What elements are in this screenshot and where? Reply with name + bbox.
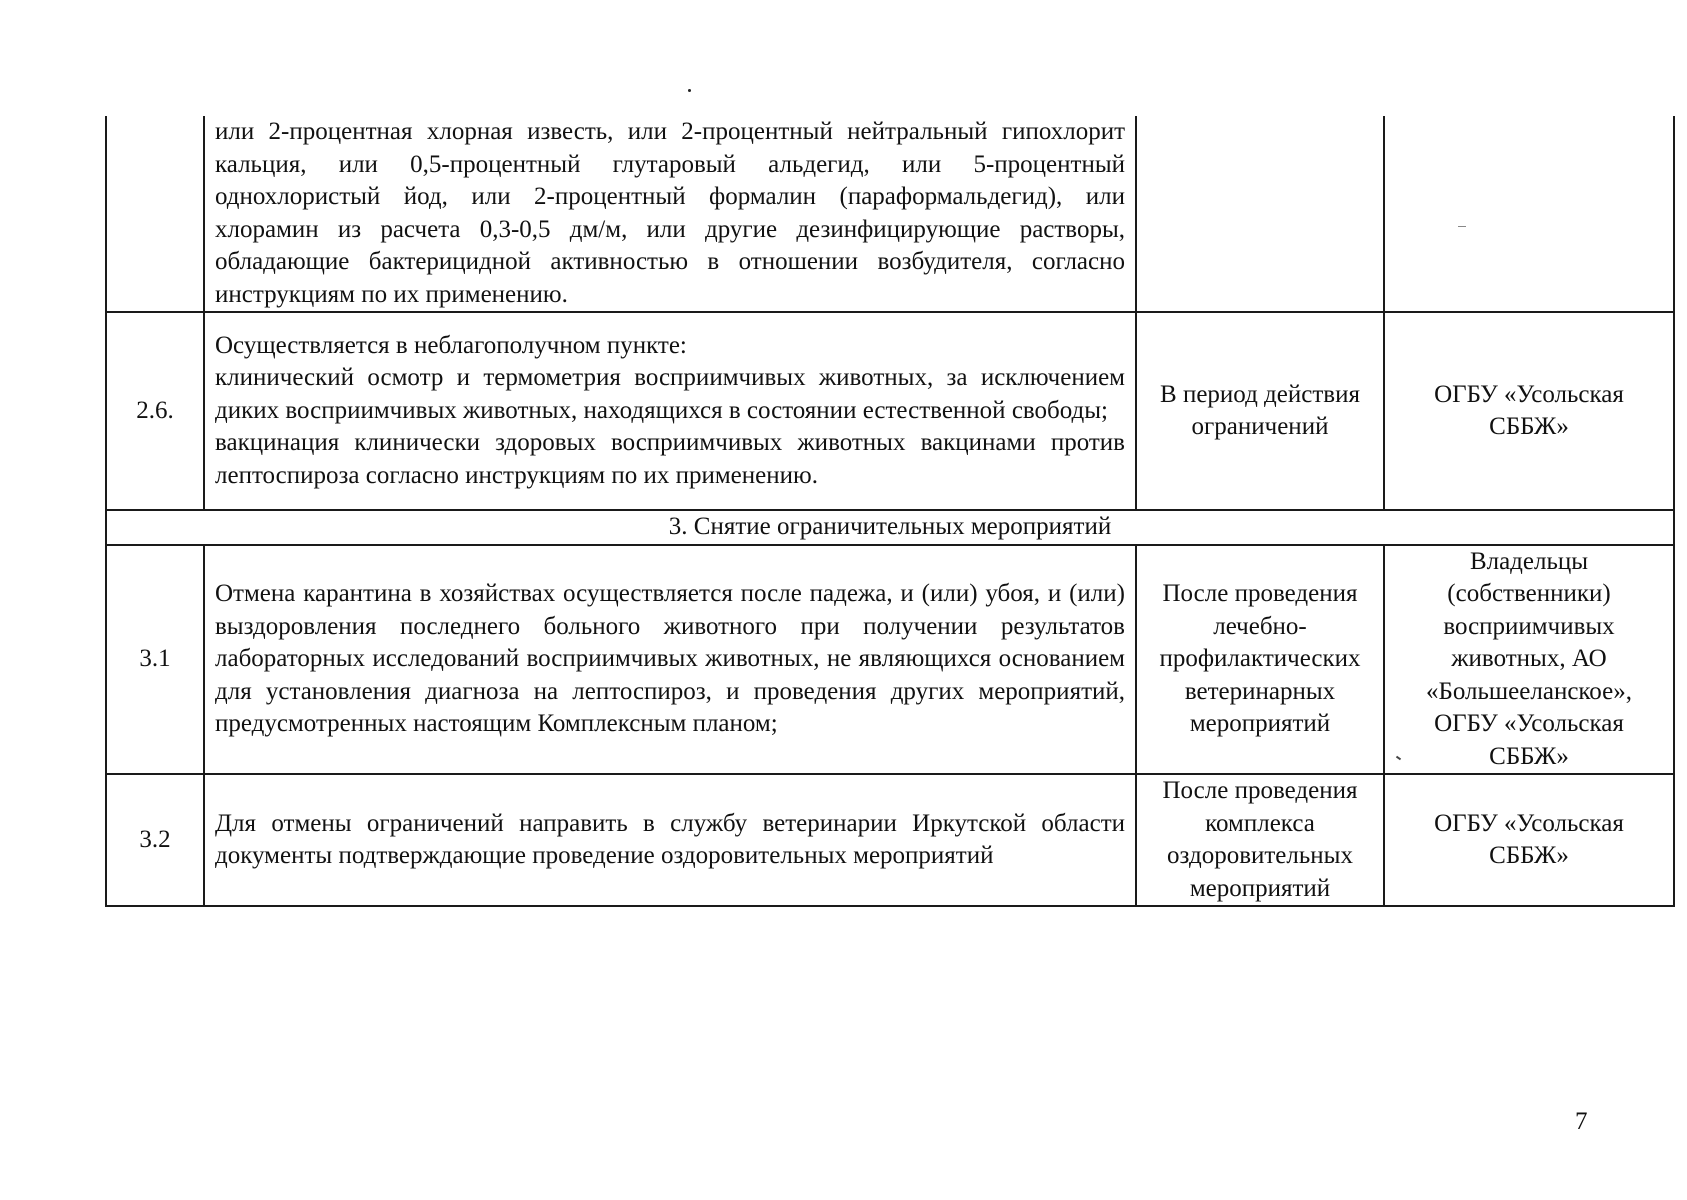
row-responsible: ОГБУ «Усольская СББЖ» (1384, 774, 1674, 906)
row-number: 2.6. (106, 312, 204, 510)
description-paragraph: или 2-процентная хлорная известь, или 2-процентный нейтральный гипохлорит кальция, или 0,5-процентный глутаровый альдегид, или 5-процентный однохлористый йод, или 2-процентный формалин (параформальдегид), или хлорамин из расчета 0,3-0,5 дм/м, или другие дезинфицирующие растворы, обладающие бактерицидной активностью в отношении возбудителя, согласно инструкциям по их применению. (215, 118, 1125, 308)
section-header-row (106, 510, 1674, 545)
description-paragraph: Осуществляется в неблагополучном пункте: (215, 331, 687, 359)
row-description: Отмена карантина в хозяйствах осуществляется после падежа, и (или) убоя, и (или) выздоровления последнего больного животного при получении результатов лабораторных исследований восприимчивых животных, не являющихся основанием для установления диагноза на лептоспироз, и проведения других мероприятий, предусмотренных настоящим Комплексным планом; (204, 545, 1136, 775)
row-description: Для отмены ограничений направить в службу ветеринарии Иркутской области документы подтверждающие проведение оздоровительных мероприятий (204, 774, 1136, 906)
row-description (204, 312, 1136, 510)
page-number: 7 (1575, 1108, 1588, 1135)
row-responsible: Владельцы (собственники) восприимчивых животных, АО «Большееланское», ОГБУ «Усольская СББЖ» (1384, 545, 1674, 775)
table-row (106, 545, 1674, 775)
row-number (106, 116, 204, 312)
section-title: 3. Снятие ограничительных мероприятий (106, 510, 1674, 545)
row-deadline: После проведения комплекса оздоровительных мероприятий (1136, 774, 1384, 906)
row-deadline (1136, 116, 1384, 312)
table-row (106, 116, 1674, 312)
table-row (106, 774, 1674, 906)
row-responsible: ОГБУ «Усольская СББЖ» (1384, 312, 1674, 510)
measures-table (105, 116, 1675, 907)
row-number: 3.2 (106, 774, 204, 906)
table-row (106, 312, 1674, 510)
description-paragraph: клинический осмотр и термометрия восприимчивых животных, за исключением диких восприимчивых животных, находящихся в состоянии естественной свободы; (215, 364, 1125, 424)
row-deadline: В период действия ограничений (1136, 312, 1384, 510)
scan-speck (688, 89, 691, 92)
row-number: 3.1 (106, 545, 204, 775)
row-description (204, 116, 1136, 312)
description-paragraph: вакцинация клинически здоровых восприимчивых животных вакцинами против лептоспироза согласно инструкциям по их применению. (215, 429, 1125, 489)
row-deadline: После проведения лечебно-профилактических ветеринарных мероприятий (1136, 545, 1384, 775)
row-responsible (1384, 116, 1674, 312)
